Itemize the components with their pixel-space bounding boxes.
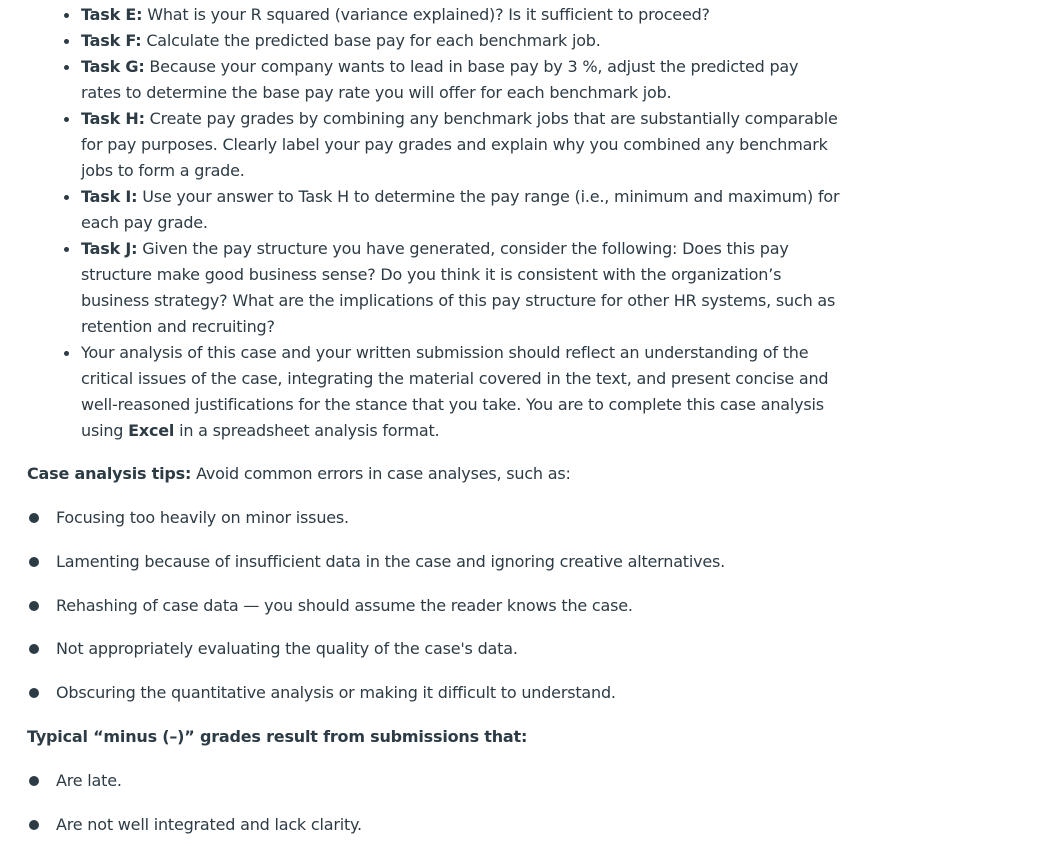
- analysis-text-end: in a spreadsheet analysis format.: [174, 421, 440, 440]
- tip-text: Obscuring the quantitative analysis or making it difficult to understand.: [56, 683, 616, 702]
- case-analysis-tips-heading: [27, 461, 571, 487]
- task-text: Given the pay structure you have generated, consider the following: Does this pay structure make good business sense? Do you think it is consistent with the organization’s business strategy? What are the implications of this pay structure for other HR systems, such as retention and recruiting?: [81, 239, 836, 336]
- bullet-icon: [29, 688, 39, 698]
- minus-item: [27, 812, 362, 838]
- minus-item: [27, 768, 122, 794]
- tips-heading-label: Case analysis tips:: [27, 464, 192, 483]
- minus-text: Are not well integrated and lack clarity.: [56, 815, 362, 834]
- task-label: Task F:: [81, 31, 142, 50]
- task-label: Task G:: [81, 57, 145, 76]
- task-list: [61, 2, 841, 444]
- task-text: Use your answer to Task H to determine the pay range (i.e., minimum and maximum) for each pay grade.: [81, 187, 840, 232]
- bullet-icon: [29, 644, 39, 654]
- task-item-h: [61, 106, 841, 184]
- bullet-icon: [29, 601, 39, 611]
- tip-item: [27, 636, 518, 662]
- analysis-item: [61, 340, 841, 444]
- task-item-j: [61, 236, 841, 340]
- task-label: Task H:: [81, 109, 145, 128]
- task-text: Because your company wants to lead in base pay by 3 %, adjust the predicted pay rates to determine the base pay rate you will offer for each benchmark job.: [81, 57, 799, 102]
- tip-text: Rehashing of case data — you should assume the reader knows the case.: [56, 596, 633, 615]
- excel-emphasis: Excel: [128, 421, 175, 440]
- task-text: What is your R squared (variance explained)? Is it sufficient to proceed?: [142, 5, 710, 24]
- bullet-icon: [29, 513, 39, 523]
- minus-text: Are late.: [56, 771, 122, 790]
- analysis-text: Your analysis of this case and your written submission should reflect an understanding of the critical issues of the case, integrating the material covered in the text, and present concise and well-reasoned justifications for the stance that you take. You are to complete this case analysis using: [81, 343, 829, 440]
- tip-item: [27, 505, 349, 531]
- tip-item: [27, 549, 725, 575]
- task-item-i: [61, 184, 841, 236]
- minus-heading-label: Typical “minus (–)” grades result from submissions that:: [27, 727, 528, 746]
- tip-text: Lamenting because of insufficient data in the case and ignoring creative alternatives.: [56, 552, 726, 571]
- task-label: Task E:: [81, 5, 143, 24]
- tip-text: Not appropriately evaluating the quality of the case's data.: [56, 639, 518, 658]
- tips-heading-text: Avoid common errors in case analyses, such as:: [191, 464, 571, 483]
- task-label: Task J:: [81, 239, 138, 258]
- task-item-g: [61, 54, 841, 106]
- task-text: Create pay grades by combining any benchmark jobs that are substantially comparable for pay purposes. Clearly label your pay grades and explain why you combined any benchmark jobs to form a grade.: [81, 109, 838, 180]
- bullet-icon: [29, 820, 39, 830]
- tip-item: [27, 593, 633, 619]
- tip-item: [27, 680, 616, 706]
- bullet-icon: [29, 557, 39, 567]
- bullet-icon: [29, 776, 39, 786]
- minus-grades-heading: [27, 724, 527, 750]
- task-item-e: [61, 2, 841, 28]
- tip-text: Focusing too heavily on minor issues.: [56, 508, 349, 527]
- task-item-f: [61, 28, 841, 54]
- task-text: Calculate the predicted base pay for each benchmark job.: [141, 31, 601, 50]
- task-label: Task I:: [81, 187, 138, 206]
